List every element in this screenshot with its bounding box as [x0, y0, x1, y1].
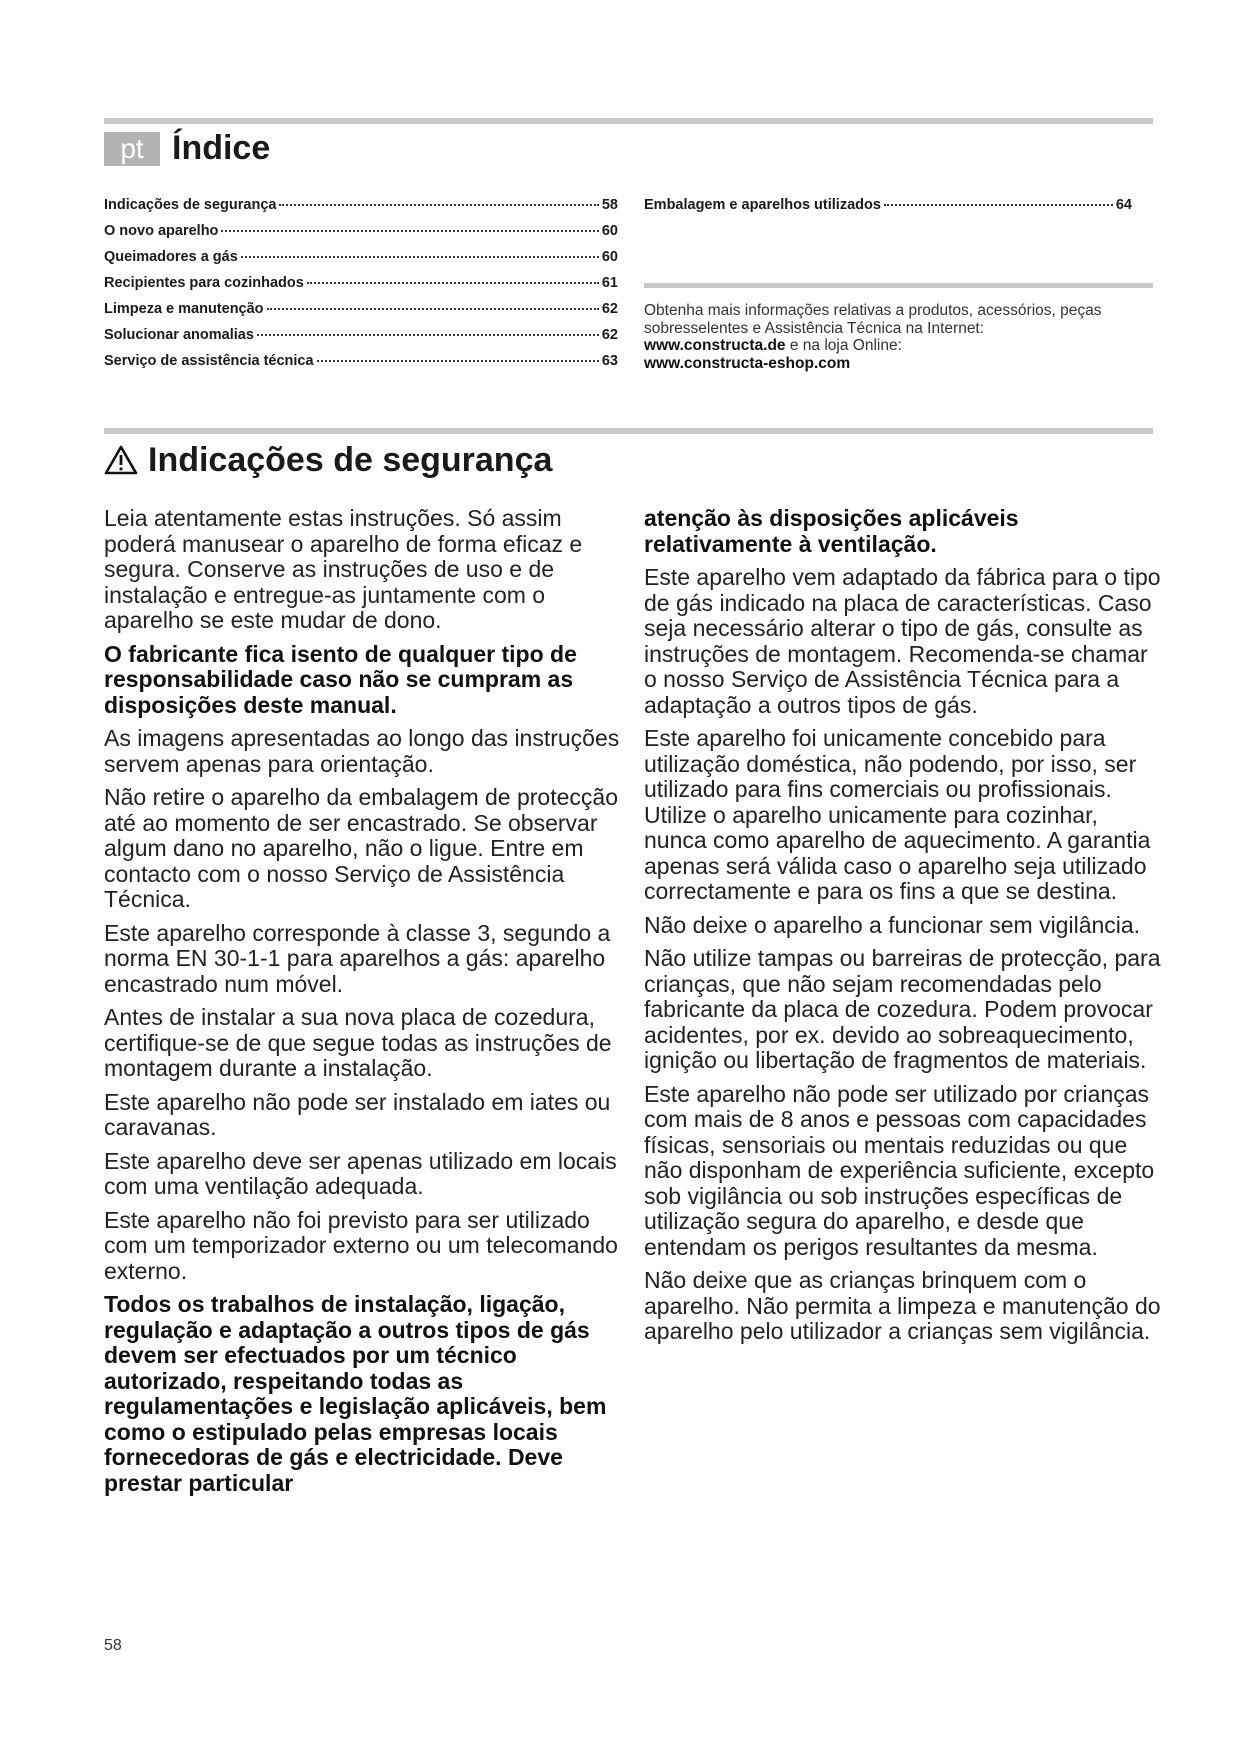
toc-entry-label: Queimadores a gás	[104, 249, 238, 265]
safety-paragraph: As imagens apresentadas ao longo das instruções servem apenas para orientação.	[104, 725, 620, 777]
safety-paragraph: Este aparelho corresponde à classe 3, segundo a norma EN 30-1-1 para aparelhos a gás: aparelho encastrado num móvel.	[104, 919, 611, 997]
toc-entry-page: 58	[601, 197, 618, 213]
toc-entry-label: O novo aparelho	[104, 223, 219, 239]
toc-entry-label: Limpeza e manutenção	[104, 301, 264, 317]
safety-paragraph: Antes de instalar a sua nova placa de cozedura, certifique-se de que segue todas as instruções de montagem durante a instalação.	[104, 1004, 612, 1081]
safety-paragraph: Não deixe o aparelho a funcionar sem vigilância.	[644, 911, 1141, 938]
toc-entry[interactable]	[104, 223, 618, 249]
safety-paragraph: Este aparelho não pode ser instalado em iates ou caravanas.	[104, 1088, 611, 1140]
safety-paragraph: Não retire o aparelho da embalagem de protecção até ao momento de ser encastrado. Se observar algum dano no aparelho, não o ligue. Entre em contacto com o nosso Serviço de Assistência Técnica.	[104, 784, 618, 912]
safety-paragraph: Este aparelho não pode ser utilizado por crianças com mais de 8 anos e pessoas com capacidades físicas, sensoriais ou mentais reduzidas ou que não disponham de experiência suficiente, excepto sob vigilância ou sob instruções específicas de utilização segura do aparelho, e desde que entendam os perigos resultantes da mesma.	[644, 1080, 1155, 1260]
info-box	[644, 302, 1144, 372]
toc-leader-dots	[317, 360, 599, 362]
toc-entry-label: Recipientes para cozinhados	[104, 275, 304, 291]
language-tag: pt	[104, 132, 160, 166]
toc-entry-label: Solucionar anomalias	[104, 327, 254, 343]
page-number: 58	[104, 1637, 122, 1654]
safety-paragraph: Leia atentamente estas instruções. Só assim poderá manusear o aparelho de forma eficaz e segura. Conserve as instruções de uso e de instalação e entregue-as juntamente com o aparelho se este mudar de dono.	[104, 505, 583, 633]
page-title: Índice	[172, 129, 271, 167]
section-divider	[104, 428, 1153, 434]
section-title-text: Indicações de segurança	[148, 441, 553, 479]
toc-leader-dots	[884, 204, 1113, 206]
toc-entry[interactable]	[104, 275, 618, 301]
safety-column-left	[104, 506, 624, 1504]
info-text-mid: e na loja Online:	[785, 337, 902, 354]
safety-paragraph: Não utilize tampas ou barreiras de protecção, para crianças, que não sejam recomendadas pelo fabricante da placa de cozedura. Podem provocar acidentes, por ex. devido ao sobreaquecimento, ignição ou libertação de fragmentos de materiais.	[644, 945, 1161, 1073]
safety-paragraph: O fabricante fica isento de qualquer tipo de responsabilidade caso não se cumpram as disposições deste manual.	[104, 640, 577, 718]
safety-paragraph: Este aparelho deve ser apenas utilizado em locais com uma ventilação adequada.	[104, 1147, 617, 1199]
section-title	[104, 436, 552, 484]
website-link[interactable]: www.constructa.de	[644, 337, 786, 354]
toc-entry-page: 62	[601, 301, 618, 317]
safety-paragraph: Este aparelho vem adaptado da fábrica para o tipo de gás indicado na placa de características. Caso seja necessário alterar o tipo de gás, consulte as instruções de montagem. Recomenda-se chamar o nosso Serviço de Assistência Técnica para a adaptação a outros tipos de gás.	[644, 564, 1161, 718]
table-of-contents-right	[644, 197, 1132, 223]
header-divider	[104, 118, 1153, 124]
toc-entry-page: 63	[601, 353, 618, 369]
safety-paragraph: atenção às disposições aplicáveis relativamente à ventilação.	[644, 505, 1019, 557]
toc-entry[interactable]	[104, 301, 618, 327]
toc-leader-dots	[279, 204, 598, 206]
safety-paragraph: Todos os trabalhos de instalação, ligação, regulação e adaptação a outros tipos de gás devem ser efectuados por um técnico autorizado, respeitando todas as regulamentações e legislação aplicáveis, bem como o estipulado pelas empresas locais fornecedoras de gás e electricidade. Deve prestar particular	[104, 1291, 607, 1496]
toc-leader-dots	[241, 256, 599, 258]
toc-entry-label: Serviço de assistência técnica	[104, 353, 314, 369]
warning-triangle-icon	[104, 445, 138, 475]
safety-paragraph: Não deixe que as crianças brinquem com o aparelho. Não permita a limpeza e manutenção do aparelho pelo utilizador a crianças sem vigilância.	[644, 1267, 1161, 1344]
table-of-contents-left	[104, 197, 618, 379]
toc-leader-dots	[221, 230, 598, 232]
toc-leader-dots	[307, 282, 599, 284]
eshop-link[interactable]: www.constructa-eshop.com	[644, 354, 851, 372]
safety-column-right	[644, 506, 1164, 1353]
toc-entry-page: 61	[601, 275, 618, 291]
toc-leader-dots	[267, 308, 599, 310]
toc-entry-page: 60	[601, 223, 618, 239]
toc-entry[interactable]	[104, 249, 618, 275]
info-text: Obtenha mais informações relativas a produtos, acessórios, peças sobresselentes e Assistência Técnica na Internet:	[644, 302, 1102, 337]
toc-entry[interactable]	[104, 327, 618, 353]
toc-entry-label: Embalagem e aparelhos utilizados	[644, 197, 881, 213]
toc-entry-label: Indicações de segurança	[104, 197, 277, 213]
safety-paragraph: Este aparelho foi unicamente concebido para utilização doméstica, não podendo, por isso, ser utilizado para fins comerciais ou profissionais. Utilize o aparelho unicamente para cozinhar, nunca como aparelho de aquecimento. A garantia apenas será válida caso o aparelho seja utilizado correctamente e para os fins a que se destina.	[644, 725, 1151, 904]
toc-entry[interactable]	[104, 197, 618, 223]
toc-leader-dots	[257, 334, 599, 336]
toc-entry-page: 64	[1115, 197, 1132, 213]
info-divider	[644, 283, 1153, 288]
toc-entry-page: 60	[601, 249, 618, 265]
toc-entry-page: 62	[601, 327, 618, 343]
toc-entry[interactable]	[644, 197, 1132, 223]
safety-paragraph: Este aparelho não foi previsto para ser utilizado com um temporizador externo ou um telecomando externo.	[104, 1206, 618, 1284]
toc-entry[interactable]	[104, 353, 618, 379]
